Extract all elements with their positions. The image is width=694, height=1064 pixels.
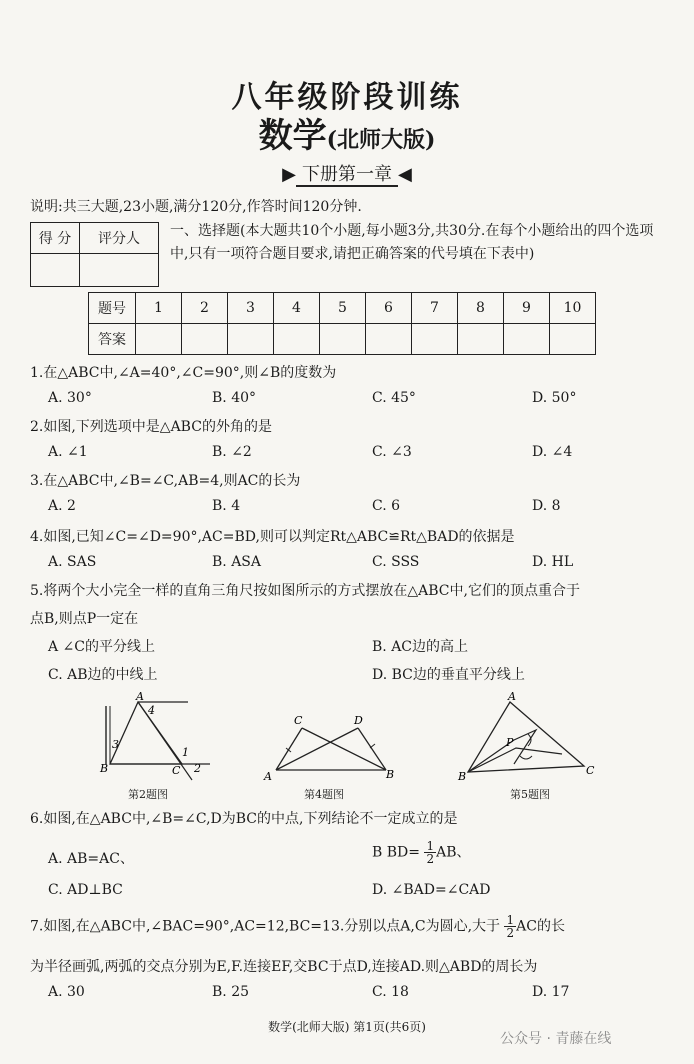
- question-4-stem: 4.如图,已知∠C=∠D=90°,AC=BD,则可以判定Rt△ABC≌Rt△BAD的依据是: [30, 529, 515, 545]
- fraction-denominator: 2: [506, 926, 515, 940]
- answer-cell: [366, 324, 412, 355]
- edition-label: (北师大版): [326, 127, 436, 153]
- question-6-stem: 6.如图,在△ABC中,∠B=∠C,D为BC的中点,下列结论不一定成立的是: [30, 811, 458, 827]
- q7-stem-part2: AC的长: [516, 918, 565, 935]
- subject-name: 数学: [258, 116, 327, 156]
- q1-option-b: B. 40°: [212, 390, 257, 406]
- question-number: 2: [182, 293, 228, 324]
- fig5-set-square: [468, 730, 536, 772]
- q3-option-a: A. 2: [48, 498, 76, 514]
- question-number: 4: [274, 293, 320, 324]
- grader-cell: [80, 254, 159, 287]
- score-table: [30, 222, 159, 287]
- q5-option-a: A ∠C的平分线上: [48, 639, 156, 655]
- fig2-label: 3: [112, 738, 119, 751]
- fig2-label: A: [136, 692, 144, 703]
- fig2-label: B: [100, 762, 109, 775]
- fraction-denominator: 2: [426, 852, 435, 866]
- q7-option-b: B. 25: [212, 984, 250, 1000]
- question-7-stem-line2: 为半径画弧,两弧的交点分别为E,F.连接EF,交BC于点D,连接AD.则△ABD的周长为: [30, 959, 538, 975]
- fig5-triangle: [468, 702, 584, 772]
- answer-cell: [504, 324, 550, 355]
- q4-option-a: A. SAS: [48, 554, 97, 570]
- question-number: 1: [136, 293, 182, 324]
- fig5-arc: [520, 756, 532, 759]
- answer-cell: [412, 324, 458, 355]
- fig5-label: P: [506, 736, 514, 749]
- question-1-stem: 1.在△ABC中,∠A=40°,∠C=90°,则∠B的度数为: [30, 365, 337, 381]
- answer-cell: [550, 324, 596, 355]
- question-3-stem: 3.在△ABC中,∠B=∠C,AB=4,则AC的长为: [30, 473, 301, 489]
- answer-cell: [458, 324, 504, 355]
- q1-option-d: D. 50°: [532, 390, 577, 406]
- subject-title: [0, 108, 694, 157]
- fig4-label: A: [264, 770, 272, 783]
- answer-cell: [136, 324, 182, 355]
- q5-option-c: C. AB边的中线上: [48, 667, 158, 683]
- question-5-stem-line1: 5.将两个大小完全一样的直角三角尺按如图所示的方式摆放在△ABC中,它们的顶点重合于: [30, 583, 580, 599]
- q6-option-b-tail: AB、: [436, 844, 471, 861]
- q6-option-b-text: B BD=: [372, 844, 420, 861]
- q2-option-c: C. ∠3: [372, 444, 412, 460]
- q7-stem-part1: 7.如图,在△ABC中,∠BAC=90°,AC=12,BC=13.分别以点A,C为圆心,大于: [30, 918, 501, 935]
- q6-option-c: C. AD⊥BC: [48, 882, 123, 898]
- page-title: 八年级阶段训练: [231, 80, 463, 115]
- fig2-label: 2: [194, 762, 201, 775]
- score-header: 得 分: [31, 223, 80, 254]
- fig5-label: A: [508, 690, 516, 703]
- q4-option-b: B. ASA: [212, 554, 261, 570]
- figure-5: [454, 690, 602, 786]
- watermark: 公众号 · 青藤在线: [500, 1031, 612, 1047]
- fig4-line: [302, 728, 386, 770]
- section-1-instructions: 一、选择题(本大题共10个小题,每小题3分,共30分.在每个小题给出的四个选项中,只有一项符合题目要求,请把正确答案的代号填在下表中): [170, 223, 654, 262]
- answer-cell: [182, 324, 228, 355]
- fig2-triangle: [110, 702, 182, 764]
- answer-cell: [274, 324, 320, 355]
- q2-option-b: B. ∠2: [212, 444, 252, 460]
- fraction-numerator: 1: [506, 913, 515, 927]
- fig4-label: C: [294, 714, 303, 727]
- chapter-label: 下册第一章: [296, 164, 398, 187]
- q5-option-d: D. BC边的垂直平分线上: [372, 667, 525, 683]
- fig2-label: 1: [182, 746, 189, 759]
- fig2-line: [138, 702, 192, 780]
- fig5-label: C: [586, 764, 595, 777]
- q2-option-d: D. ∠4: [532, 444, 573, 460]
- question-number: 6: [366, 293, 412, 324]
- question-2-stem: 2.如图,下列选项中是△ABC的外角的是: [30, 419, 272, 435]
- figure-5-caption: 第5题图: [510, 788, 550, 801]
- page-footer: 数学(北师大版) 第1页(共6页): [268, 1020, 426, 1034]
- figure-4: [262, 710, 402, 786]
- q3-option-c: C. 6: [372, 498, 401, 514]
- question-number: 9: [504, 293, 550, 324]
- q4-option-c: C. SSS: [372, 554, 420, 570]
- fig4-label: D: [354, 714, 363, 727]
- q7-option-d: D. 17: [532, 984, 570, 1000]
- figure-2-caption: 第2题图: [128, 788, 168, 801]
- fraction: [504, 914, 516, 939]
- instructions: 说明:共三大题,23小题,满分120分,作答时间120分钟.: [30, 199, 362, 215]
- question-number: 10: [550, 293, 596, 324]
- q1-option-a: A. 30°: [48, 390, 92, 406]
- fig2-label: 4: [148, 704, 155, 717]
- answer-cell: [228, 324, 274, 355]
- fraction: [424, 840, 436, 865]
- fig2-label: C: [172, 764, 181, 777]
- q6-option-a: A. AB=AC、: [48, 851, 134, 867]
- q4-option-d: D. HL: [532, 554, 574, 570]
- q6-option-b: [372, 840, 470, 865]
- fig4-label: B: [386, 768, 395, 781]
- q3-option-b: B. 4: [212, 498, 241, 514]
- figure-4-caption: 第4题图: [304, 788, 344, 801]
- q6-option-d: D. ∠BAD=∠CAD: [372, 882, 491, 898]
- grader-header: 评分人: [80, 223, 159, 254]
- question-number: 3: [228, 293, 274, 324]
- fig5-label: B: [458, 770, 467, 783]
- score-cell: [31, 254, 80, 287]
- question-7-stem-line1: [30, 914, 670, 939]
- question-number: 8: [458, 293, 504, 324]
- question-number: 5: [320, 293, 366, 324]
- q7-option-a: A. 30: [48, 984, 85, 1000]
- answer-cell: [320, 324, 366, 355]
- question-5-stem-line2: 点B,则点P一定在: [30, 611, 139, 627]
- question-number: 7: [412, 293, 458, 324]
- answer-table: [88, 292, 596, 355]
- answer-table-row2-label: 答案: [89, 324, 136, 355]
- q3-option-d: D. 8: [532, 498, 561, 514]
- fraction-numerator: 1: [426, 839, 435, 853]
- figure-2: [92, 692, 222, 786]
- chapter-heading: ▶ 下册第一章 ◀: [282, 164, 412, 185]
- q5-option-b: B. AC边的高上: [372, 639, 469, 655]
- q1-option-c: C. 45°: [372, 390, 416, 406]
- answer-table-row1-label: 题号: [89, 293, 136, 324]
- q7-option-c: C. 18: [372, 984, 409, 1000]
- q2-option-a: A. ∠1: [48, 444, 88, 460]
